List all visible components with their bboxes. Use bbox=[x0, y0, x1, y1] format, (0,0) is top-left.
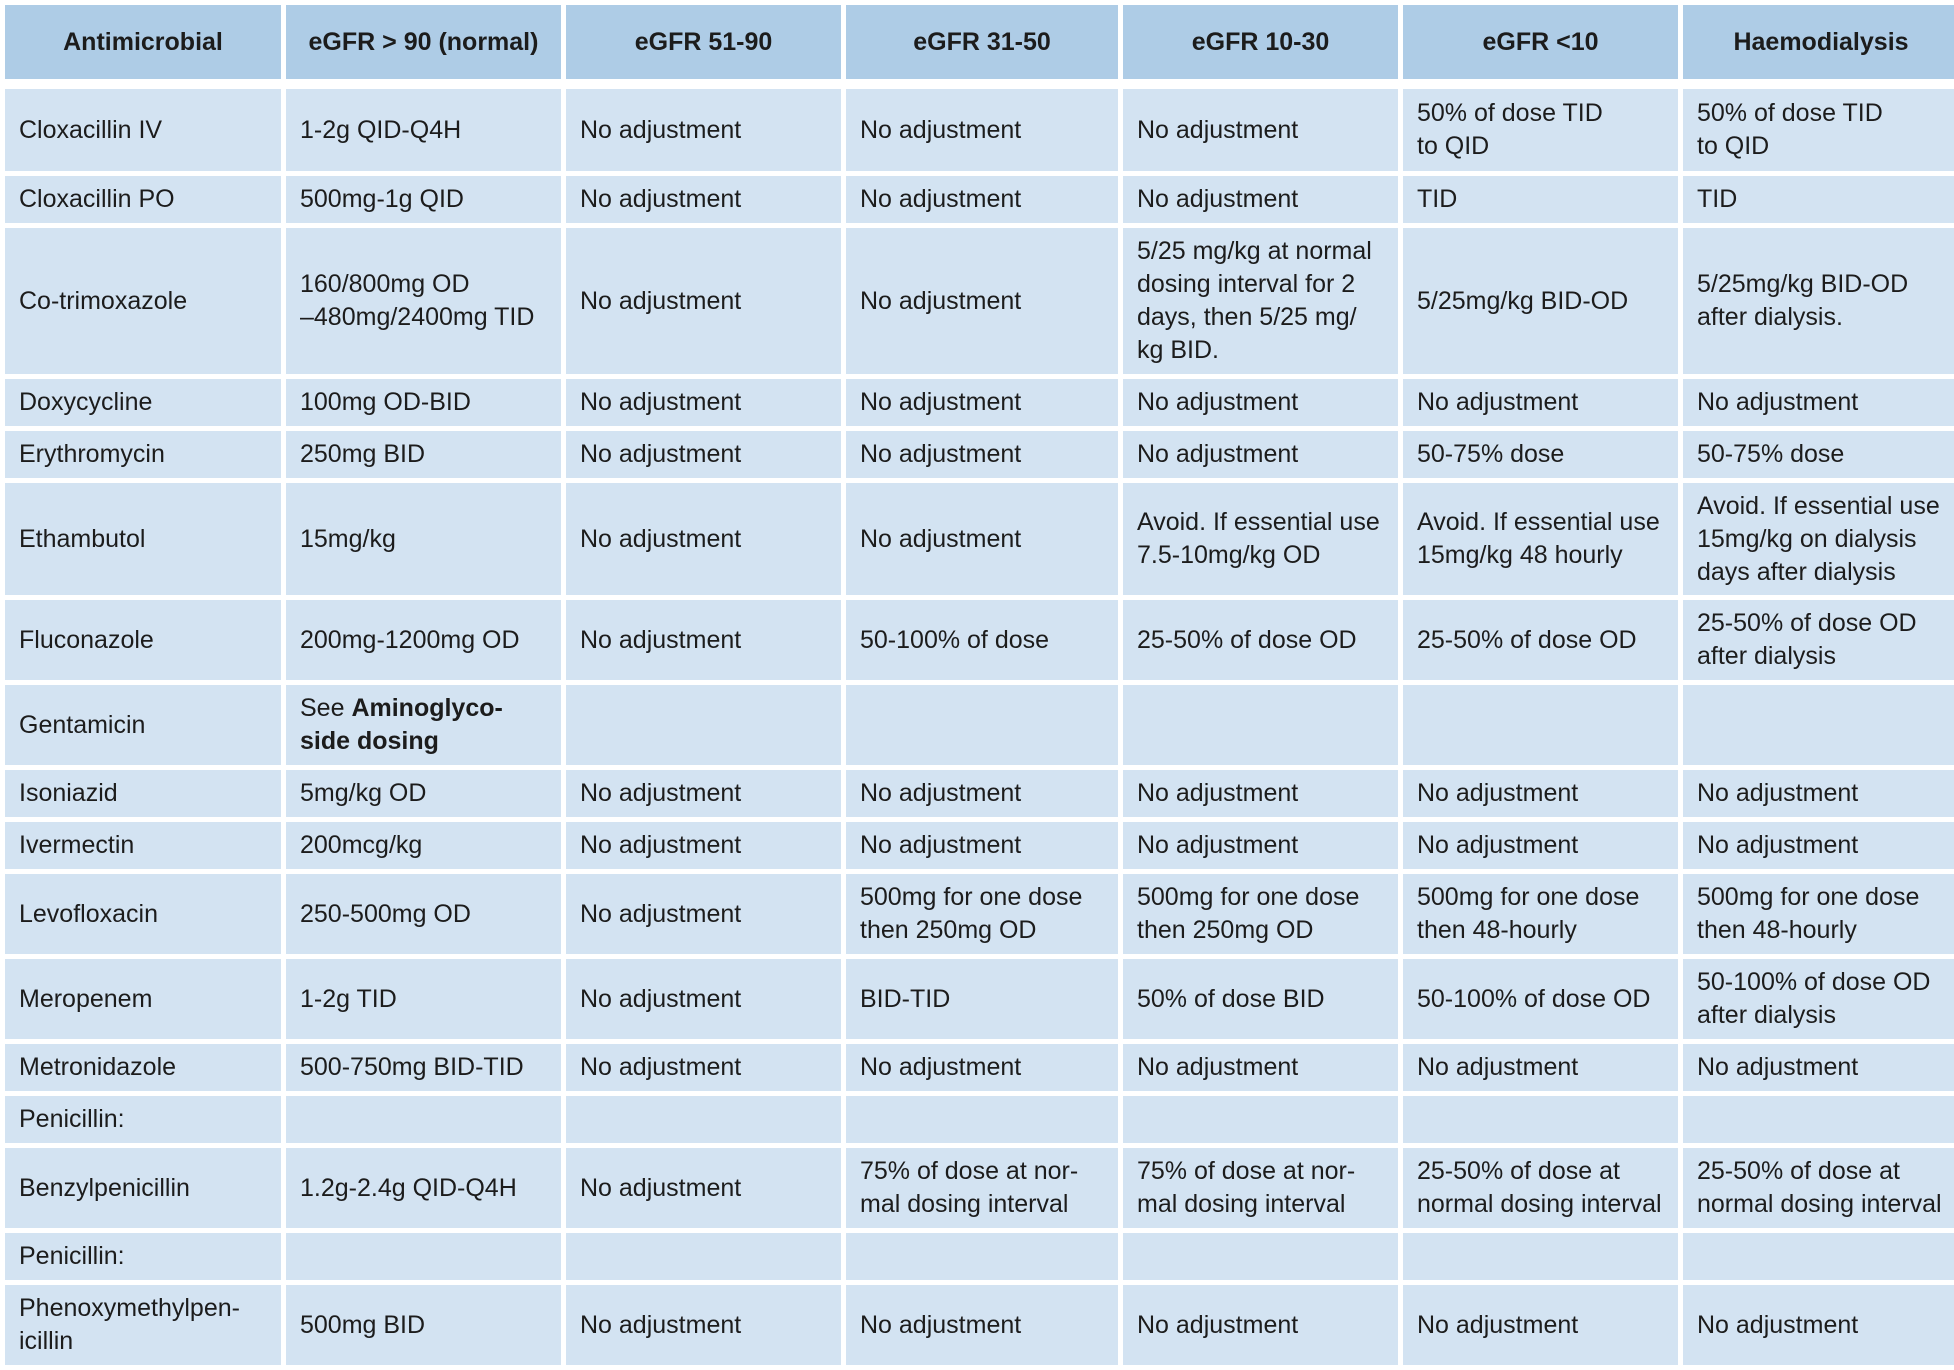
cell-antimicrobial: Co-trimoxazole bbox=[5, 228, 281, 374]
table-row bbox=[5, 874, 1954, 954]
cell-egfr-10-30: 50% of dose BID bbox=[1123, 959, 1398, 1039]
table-body bbox=[5, 89, 1954, 1365]
cell-egfr-normal: 5mg/kg OD bbox=[286, 770, 561, 817]
cell-antimicrobial: Cloxacillin IV bbox=[5, 89, 281, 171]
cell-egfr-10-30: Avoid. If essential use 7.5-10mg/kg OD bbox=[1123, 483, 1398, 595]
cell-antimicrobial: Gentamicin bbox=[5, 685, 281, 765]
cell-egfr-31-50 bbox=[846, 1233, 1118, 1280]
cell-egfr-normal: 100mg OD-BID bbox=[286, 379, 561, 426]
cell-egfr-under-10 bbox=[1403, 685, 1678, 765]
cell-egfr-31-50: No adjustment bbox=[846, 89, 1118, 171]
table-row bbox=[5, 379, 1954, 426]
cell-egfr-31-50: No adjustment bbox=[846, 431, 1118, 478]
cell-egfr-31-50: No adjustment bbox=[846, 1044, 1118, 1091]
cell-egfr-under-10: 25-50% of dose at normal dosing interval bbox=[1403, 1148, 1678, 1228]
cell-egfr-10-30: 5/25 mg/kg at normal dosing interval for 2 days, then 5/25 mg/ kg BID. bbox=[1123, 228, 1398, 374]
cell-egfr-51-90: No adjustment bbox=[566, 1148, 841, 1228]
cell-egfr-51-90: No adjustment bbox=[566, 176, 841, 223]
cell-antimicrobial: Phenoxymethylpen- icillin bbox=[5, 1285, 281, 1365]
cell-egfr-10-30: 25-50% of dose OD bbox=[1123, 600, 1398, 680]
cell-egfr-31-50: No adjustment bbox=[846, 770, 1118, 817]
cell-egfr-normal: 250mg BID bbox=[286, 431, 561, 478]
column-header-egfr-31-50: eGFR 31-50 bbox=[846, 5, 1118, 79]
cell-egfr-31-50 bbox=[846, 1096, 1118, 1143]
cell-haemodialysis bbox=[1683, 685, 1954, 765]
cell-egfr-51-90: No adjustment bbox=[566, 1044, 841, 1091]
cell-egfr-under-10: 25-50% of dose OD bbox=[1403, 600, 1678, 680]
table-row bbox=[5, 176, 1954, 223]
cell-antimicrobial: Ethambutol bbox=[5, 483, 281, 595]
cell-egfr-under-10: Avoid. If essential use 15mg/kg 48 hourly bbox=[1403, 483, 1678, 595]
cell-antimicrobial: Levofloxacin bbox=[5, 874, 281, 954]
cell-haemodialysis: 500mg for one dose then 48-hourly bbox=[1683, 874, 1954, 954]
cell-haemodialysis: TID bbox=[1683, 176, 1954, 223]
cell-antimicrobial: Penicillin: bbox=[5, 1096, 281, 1143]
cell-egfr-normal bbox=[286, 1096, 561, 1143]
column-header-antimicrobial: Antimicrobial bbox=[5, 5, 281, 79]
cell-antimicrobial: Penicillin: bbox=[5, 1233, 281, 1280]
cell-egfr-10-30: No adjustment bbox=[1123, 770, 1398, 817]
table-row bbox=[5, 959, 1954, 1039]
cell-egfr-51-90: No adjustment bbox=[566, 822, 841, 869]
cell-egfr-31-50: No adjustment bbox=[846, 483, 1118, 595]
cell-egfr-10-30: No adjustment bbox=[1123, 176, 1398, 223]
column-header-haemodialysis: Haemodialysis bbox=[1683, 5, 1954, 79]
table-row bbox=[5, 1148, 1954, 1228]
cross-reference-label: Aminoglyco- side dosing bbox=[300, 694, 503, 755]
cell-egfr-10-30: No adjustment bbox=[1123, 1285, 1398, 1365]
cell-egfr-under-10: No adjustment bbox=[1403, 770, 1678, 817]
cell-egfr-normal: 200mg-1200mg OD bbox=[286, 600, 561, 680]
column-header-egfr-51-90: eGFR 51-90 bbox=[566, 5, 841, 79]
cell-egfr-31-50: No adjustment bbox=[846, 228, 1118, 374]
cell-egfr-51-90: No adjustment bbox=[566, 959, 841, 1039]
cell-haemodialysis: No adjustment bbox=[1683, 379, 1954, 426]
cell-egfr-normal bbox=[286, 1233, 561, 1280]
table-row bbox=[5, 1096, 1954, 1143]
cell-egfr-under-10: No adjustment bbox=[1403, 379, 1678, 426]
cell-antimicrobial: Meropenem bbox=[5, 959, 281, 1039]
cell-haemodialysis: 5/25mg/kg BID-OD after dialysis. bbox=[1683, 228, 1954, 374]
cell-antimicrobial: Doxycycline bbox=[5, 379, 281, 426]
cell-antimicrobial: Fluconazole bbox=[5, 600, 281, 680]
cell-egfr-51-90: No adjustment bbox=[566, 770, 841, 817]
cell-haemodialysis: 50-100% of dose OD after dialysis bbox=[1683, 959, 1954, 1039]
cell-egfr-51-90: No adjustment bbox=[566, 379, 841, 426]
cell-egfr-under-10: No adjustment bbox=[1403, 1285, 1678, 1365]
cell-egfr-51-90: No adjustment bbox=[566, 483, 841, 595]
cell-egfr-under-10: No adjustment bbox=[1403, 1044, 1678, 1091]
cell-antimicrobial: Isoniazid bbox=[5, 770, 281, 817]
cell-egfr-normal: 15mg/kg bbox=[286, 483, 561, 595]
header-row bbox=[5, 5, 1954, 79]
cell-haemodialysis: No adjustment bbox=[1683, 1044, 1954, 1091]
cell-egfr-10-30: 75% of dose at nor- mal dosing interval bbox=[1123, 1148, 1398, 1228]
cell-egfr-under-10: No adjustment bbox=[1403, 822, 1678, 869]
cell-egfr-under-10 bbox=[1403, 1233, 1678, 1280]
column-header-egfr-10-30: eGFR 10-30 bbox=[1123, 5, 1398, 79]
cell-egfr-31-50: 75% of dose at nor- mal dosing interval bbox=[846, 1148, 1118, 1228]
column-header-egfr-under-10: eGFR <10 bbox=[1403, 5, 1678, 79]
cell-egfr-under-10: 500mg for one dose then 48-hourly bbox=[1403, 874, 1678, 954]
cell-egfr-31-50: No adjustment bbox=[846, 379, 1118, 426]
cell-antimicrobial: Erythromycin bbox=[5, 431, 281, 478]
table-row bbox=[5, 822, 1954, 869]
cell-egfr-under-10: TID bbox=[1403, 176, 1678, 223]
cell-egfr-normal: 1-2g TID bbox=[286, 959, 561, 1039]
cell-egfr-51-90: No adjustment bbox=[566, 431, 841, 478]
cell-egfr-normal: See Aminoglyco- side dosing bbox=[286, 685, 561, 765]
table-row bbox=[5, 1044, 1954, 1091]
table-row bbox=[5, 483, 1954, 595]
cell-egfr-51-90: No adjustment bbox=[566, 89, 841, 171]
cell-egfr-normal: 160/800mg OD –480mg/2400mg TID bbox=[286, 228, 561, 374]
cell-egfr-10-30: No adjustment bbox=[1123, 1044, 1398, 1091]
cell-egfr-51-90 bbox=[566, 685, 841, 765]
table-row bbox=[5, 89, 1954, 171]
table-row bbox=[5, 228, 1954, 374]
cell-egfr-normal: 1-2g QID-Q4H bbox=[286, 89, 561, 171]
cell-haemodialysis bbox=[1683, 1096, 1954, 1143]
cell-egfr-under-10: 50-75% dose bbox=[1403, 431, 1678, 478]
cell-egfr-51-90: No adjustment bbox=[566, 1285, 841, 1365]
cell-egfr-normal: 500mg BID bbox=[286, 1285, 561, 1365]
cell-egfr-under-10: 50-100% of dose OD bbox=[1403, 959, 1678, 1039]
cell-egfr-10-30: 500mg for one dose then 250mg OD bbox=[1123, 874, 1398, 954]
cell-egfr-31-50 bbox=[846, 685, 1118, 765]
table-row bbox=[5, 600, 1954, 680]
cell-egfr-51-90: No adjustment bbox=[566, 874, 841, 954]
cell-egfr-normal: 500mg-1g QID bbox=[286, 176, 561, 223]
cell-egfr-31-50: 50-100% of dose bbox=[846, 600, 1118, 680]
table-row bbox=[5, 1233, 1954, 1280]
cell-egfr-51-90 bbox=[566, 1096, 841, 1143]
cell-egfr-31-50: 500mg for one dose then 250mg OD bbox=[846, 874, 1118, 954]
cell-haemodialysis: 25-50% of dose OD after dialysis bbox=[1683, 600, 1954, 680]
cell-haemodialysis: Avoid. If essential use 15mg/kg on dialysis days after dialysis bbox=[1683, 483, 1954, 595]
cell-egfr-10-30: No adjustment bbox=[1123, 822, 1398, 869]
cell-antimicrobial: Benzylpenicillin bbox=[5, 1148, 281, 1228]
cell-antimicrobial: Ivermectin bbox=[5, 822, 281, 869]
cell-egfr-31-50: No adjustment bbox=[846, 822, 1118, 869]
cell-egfr-10-30: No adjustment bbox=[1123, 379, 1398, 426]
table-row bbox=[5, 685, 1954, 765]
cell-egfr-31-50: No adjustment bbox=[846, 176, 1118, 223]
cell-egfr-51-90 bbox=[566, 1233, 841, 1280]
cell-haemodialysis: No adjustment bbox=[1683, 770, 1954, 817]
cell-haemodialysis bbox=[1683, 1233, 1954, 1280]
column-header-egfr-normal: eGFR > 90 (normal) bbox=[286, 5, 561, 79]
cell-egfr-10-30 bbox=[1123, 1233, 1398, 1280]
cell-antimicrobial: Cloxacillin PO bbox=[5, 176, 281, 223]
cell-egfr-10-30: No adjustment bbox=[1123, 431, 1398, 478]
cell-egfr-31-50: BID-TID bbox=[846, 959, 1118, 1039]
cell-egfr-normal: 250-500mg OD bbox=[286, 874, 561, 954]
cell-egfr-51-90: No adjustment bbox=[566, 600, 841, 680]
cell-egfr-10-30: No adjustment bbox=[1123, 89, 1398, 171]
table-row bbox=[5, 431, 1954, 478]
table-row bbox=[5, 1285, 1954, 1365]
cell-egfr-under-10 bbox=[1403, 1096, 1678, 1143]
cell-haemodialysis: No adjustment bbox=[1683, 822, 1954, 869]
cell-egfr-normal: 500-750mg BID-TID bbox=[286, 1044, 561, 1091]
cell-egfr-10-30 bbox=[1123, 1096, 1398, 1143]
table-row bbox=[5, 770, 1954, 817]
cell-egfr-normal: 1.2g-2.4g QID-Q4H bbox=[286, 1148, 561, 1228]
cell-egfr-under-10: 5/25mg/kg BID-OD bbox=[1403, 228, 1678, 374]
cell-haemodialysis: No adjustment bbox=[1683, 1285, 1954, 1365]
cell-haemodialysis: 25-50% of dose at normal dosing interval bbox=[1683, 1148, 1954, 1228]
cell-haemodialysis: 50% of dose TID to QID bbox=[1683, 89, 1954, 171]
cell-egfr-51-90: No adjustment bbox=[566, 228, 841, 374]
cell-antimicrobial: Metronidazole bbox=[5, 1044, 281, 1091]
cell-haemodialysis: 50-75% dose bbox=[1683, 431, 1954, 478]
cell-egfr-normal: 200mcg/kg bbox=[286, 822, 561, 869]
cell-egfr-31-50: No adjustment bbox=[846, 1285, 1118, 1365]
cell-egfr-under-10: 50% of dose TID to QID bbox=[1403, 89, 1678, 171]
cell-egfr-10-30 bbox=[1123, 685, 1398, 765]
